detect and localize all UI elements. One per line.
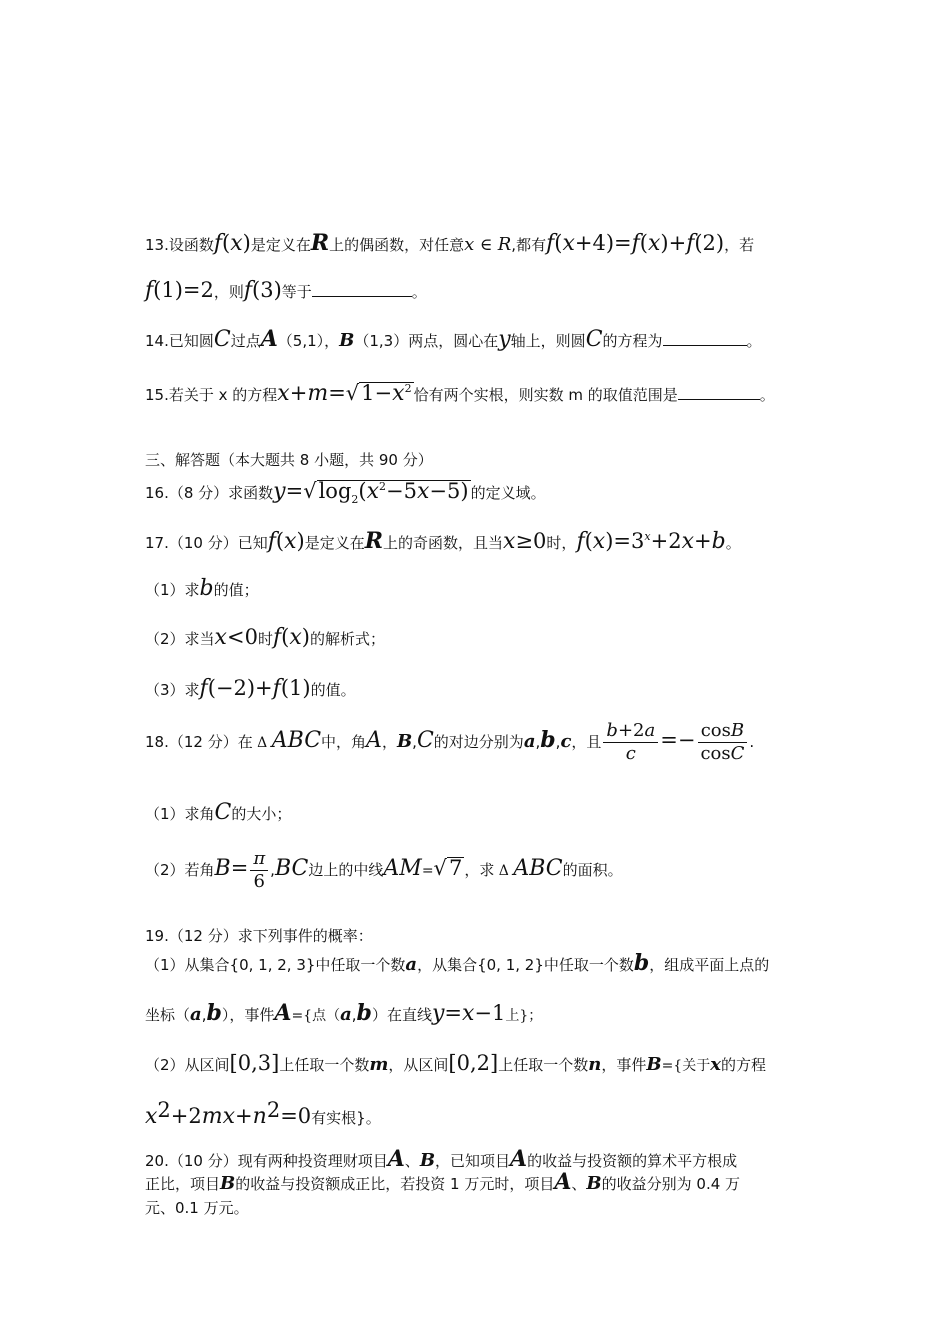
- answer-blank[interactable]: [678, 385, 760, 400]
- q19-part-2b: $x^2+2mx+n^2=0$有实根}。: [145, 1098, 381, 1129]
- answer-blank[interactable]: [663, 331, 747, 346]
- q13-line-2: f(1)=2，则f(3)等于 。: [145, 278, 427, 303]
- q18-part-2: （2）若角B= $\frac{\pi}{6}$ ,BC边上的中线AM=√7 ，求 Δ ABC的面积。: [145, 848, 623, 892]
- q18-head: 18.（12 分）在 Δ ABC中，角A，B,C的对边分别为a,b,c，且 $\frac{b+2a}{c}$ =− $\frac{\cos B}{\cos C}$ .: [145, 720, 755, 764]
- q19-part-1a: （1）从集合{0, 1, 2, 3}中任取一个数a，从集合{0, 1, 2}中任取一个数b，组成平面上点的: [145, 950, 770, 976]
- section-heading: 三、解答题（本大题共 8 小题，共 90 分）: [145, 451, 433, 469]
- q20-line-1: 20.（10 分）现有两种投资理财项目A、B，已知项目A的收益与投资额的算术平方根成: [145, 1146, 738, 1172]
- q18-part-1: （1）求角C的大小；: [145, 800, 292, 825]
- q14-line: 14.已知圆C过点A（5,1），B（1,3）两点，圆心在y轴上，则圆C的方程为 。: [145, 326, 762, 352]
- q17-head: 17.（10 分）已知f(x)是定义在R上的奇函数，且当x≥0时，$f(x)=3^x+2x+b$。: [145, 528, 741, 554]
- answer-blank[interactable]: [312, 282, 412, 297]
- q17-part-1: （1）求b的值；: [145, 576, 259, 601]
- q19-head: 19.（12 分）求下列事件的概率：: [145, 927, 373, 945]
- q17-part-2: （2）求当x<0时f(x)的解析式；: [145, 625, 385, 650]
- q13-line-1: 13.设函数f(x)是定义在R上的偶函数，对任意x ∈ R,都有f(x+4)=f(x)+f(2)，若: [145, 230, 755, 256]
- q19-part-2a: （2）从区间[0,3]上任取一个数m，从区间[0,2]上任取一个数n，事件B={关于x的方程: [145, 1051, 766, 1075]
- q19-part-1b: 坐标（a,b），事件A={点（a,b）在直线y=x−1上}；: [145, 1000, 543, 1026]
- q15-line: 15.若关于 x 的方程$x+m=√1-x^2$ 恰有两个实根，则实数 m 的取值范围是 。: [145, 381, 775, 406]
- q20-line-3: 元、0.1 万元。: [145, 1199, 249, 1217]
- q20-line-2: 正比，项目B的收益与投资额成正比，若投资 1 万元时，项目A、B的收益分别为 0.4 万: [145, 1169, 741, 1195]
- q16-line: 16.（8 分）求函数$y=√\log_2(x^2-5x-5)$ 的定义域。: [145, 479, 546, 507]
- q17-part-3: （3）求f(−2)+f(1)的值。: [145, 676, 356, 701]
